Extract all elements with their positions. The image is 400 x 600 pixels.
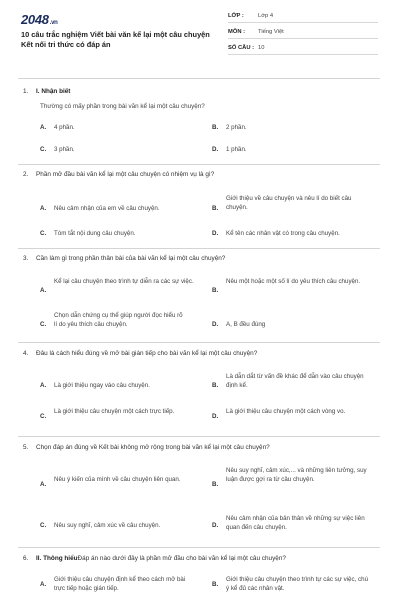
meta-subject: MÔN : Tiếng Việt [228,26,378,39]
divider [18,164,380,165]
divider [18,342,380,343]
question-text: Thường có mấy phần trong bài văn kể lại một câu chuyện? [40,103,205,110]
meta-class: LỚP : Lớp 4 [228,10,378,23]
section-heading: II. Thông hiểu [36,555,78,562]
section-heading: I. Nhận biết [36,88,71,95]
question-text: Chọn đáp án đúng về Kết bài không mở rộng trong bài văn kể lại một câu chuyện? [36,444,270,451]
document-title: 10 câu trắc nghiệm Viết bài văn kể lại một câu chuyện Kết nối tri thức có đáp án [21,30,210,49]
divider [18,248,380,249]
question-text: Cần làm gì trong phần thân bài của bài văn kể lại một câu chuyện? [36,255,226,262]
divider [18,78,380,79]
question-text: Đâu là cách hiểu đúng về mở bài gián tiếp cho bài văn kể lại một câu chuyện? [36,350,258,357]
document-header [0,0,400,66]
divider [18,547,380,548]
question-text: Phần mở đầu bài văn kể lại một câu chuyện có nhiệm vụ là gì? [36,171,215,178]
site-logo[interactable]: 2048.vn [21,12,58,27]
document-meta [228,10,378,58]
divider [18,436,380,437]
question-text: Đáp án nào dưới đây là phần mở đầu cho bài văn kể lại một câu chuyện? [77,555,286,562]
meta-question-count: SỐ CÂU : 10 [228,42,378,55]
